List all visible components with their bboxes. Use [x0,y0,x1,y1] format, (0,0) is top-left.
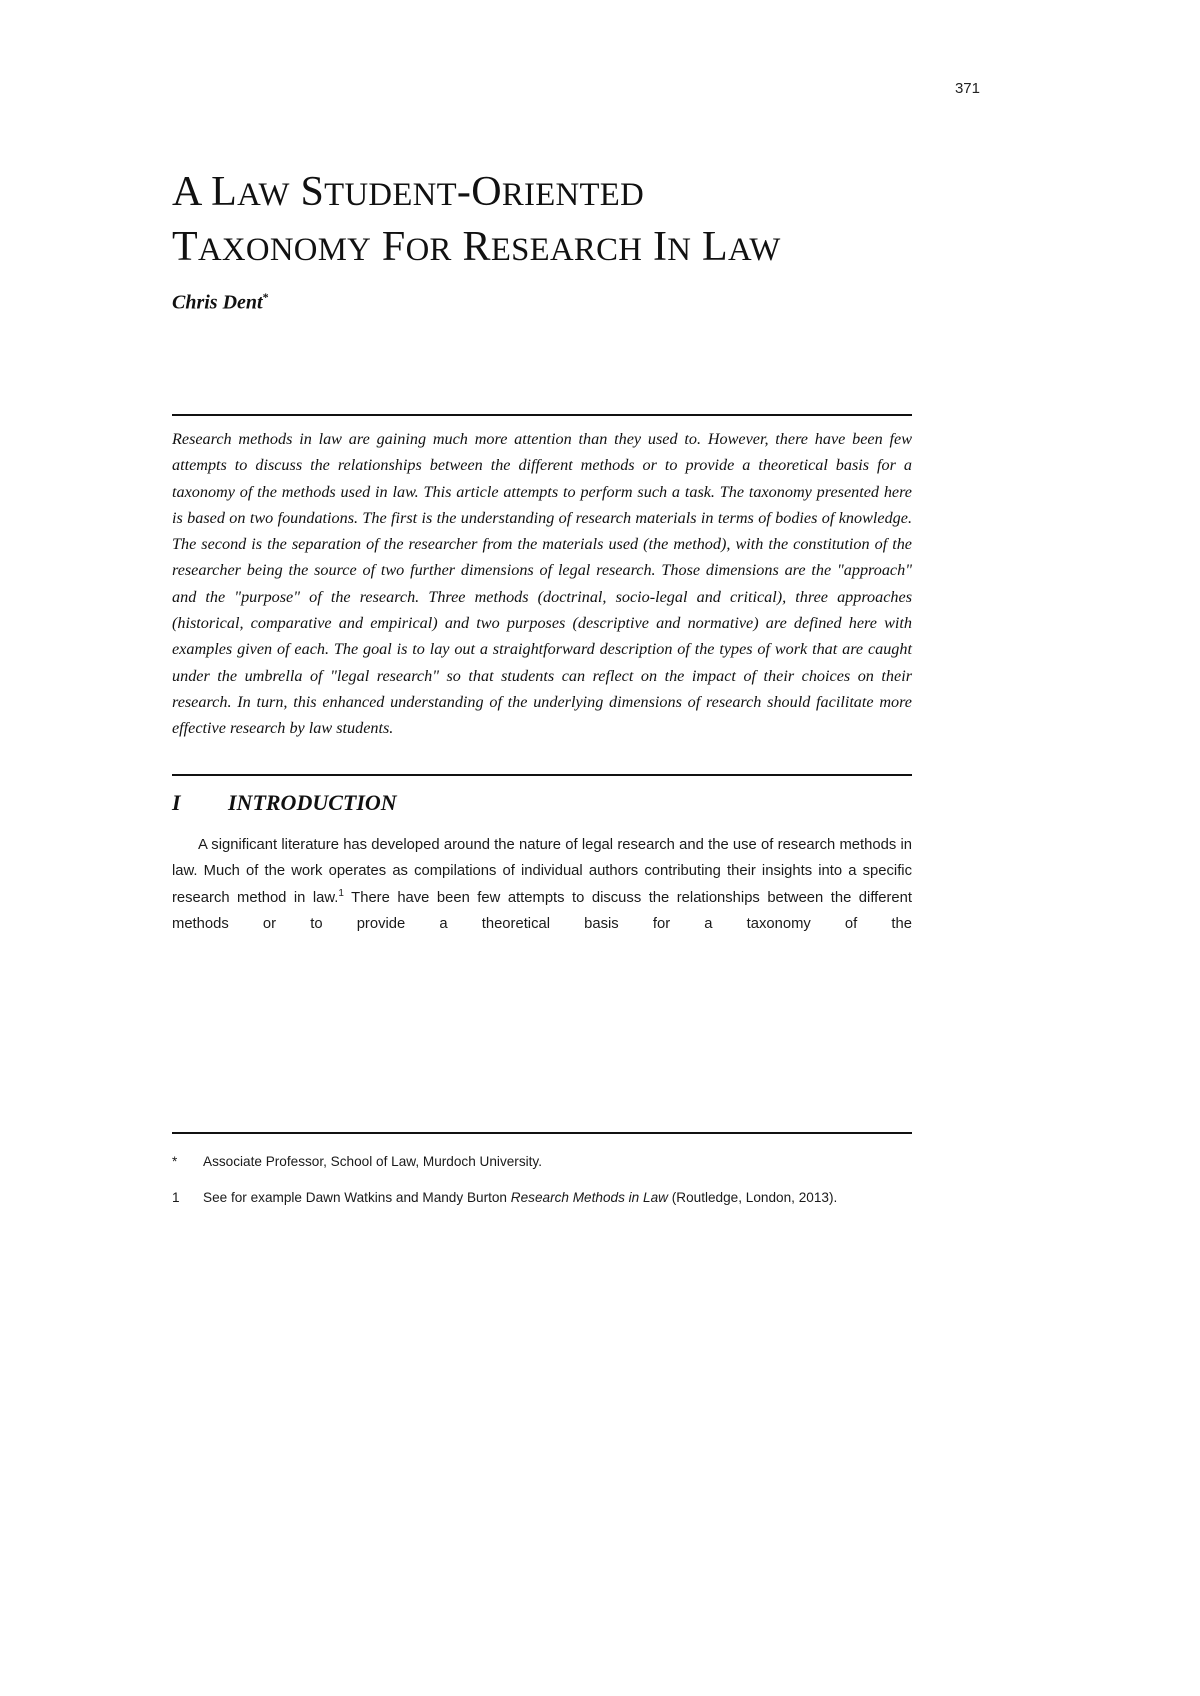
abstract-bottom-rule [172,774,912,776]
author-footnote-marker: * [262,290,269,304]
article-title [172,166,972,276]
footnote-text: Associate Professor, School of Law, Murdoch University. [203,1154,542,1169]
footnote-mark: * [172,1154,178,1169]
abstract-top-rule [172,414,912,416]
footnote-ref[interactable]: 1 [338,887,344,899]
body-paragraph [172,832,912,937]
title-line-1: A LAW STUDENT-ORIENTED [172,169,645,215]
footnote-text-after: (Routledge, London, 2013). [667,1190,838,1205]
body-text-part-2: There have been few attempts to discuss the relationships between the different methods or to provide a theoretical basis for a taxonomy of the [172,889,912,932]
section-heading [172,790,912,816]
abstract: Research methods in law are gaining much more attention than they used to. However, there have been few attempts to discuss the relationships between the different methods or to provide a theoretical basis for a taxonomy of the methods used in law. This article attempts to perform such a task. The taxonomy presented here is based on two foundations. The first is the understanding of research materials in terms of bodies of knowledge. The second is the separation of the researcher from the materials used (the method), with the constitution of the researcher being the source of two further dimensions of legal research. Those dimensions are the "approach" and the "purpose" of the research. Three methods (doctrinal, socio-legal and critical), three approaches (historical, comparative and empirical) and two purposes (descriptive and normative) are defined here with examples given of each. The goal is to lay out a straightforward description of the types of work that are caught under the umbrella of "legal research" so that students can reflect on the impact of their choices on their research. In turn, this enhanced understanding of the underlying dimensions of research should facilitate more effective research by law students. [172,430,912,738]
page-number: 371 [954,80,980,97]
footnote-item [172,1152,912,1172]
author-name: Chris Dent [172,291,263,314]
title-line-2: TAXONOMY FOR RESEARCH IN LAW [172,224,781,270]
footnote-item [172,1188,912,1208]
footnote-mark: 1 [172,1190,180,1205]
section-number: I [172,790,181,815]
section-title: INTRODUCTION [228,790,397,815]
body-text-part-1: A significant literature has developed around the nature of legal research and the use of research methods in law. Much of the work operates as compilations of individual authors contributing their insights into a specific research method in law. [172,837,912,906]
footnote-text-before: See for example Dawn Watkins and Mandy Burton [203,1190,511,1205]
author [172,290,269,315]
footnotes [172,1152,912,1224]
footnote-book-title: Research Methods in Law [510,1190,668,1205]
footnote-text [203,1188,837,1208]
footnote-rule [172,1132,912,1134]
